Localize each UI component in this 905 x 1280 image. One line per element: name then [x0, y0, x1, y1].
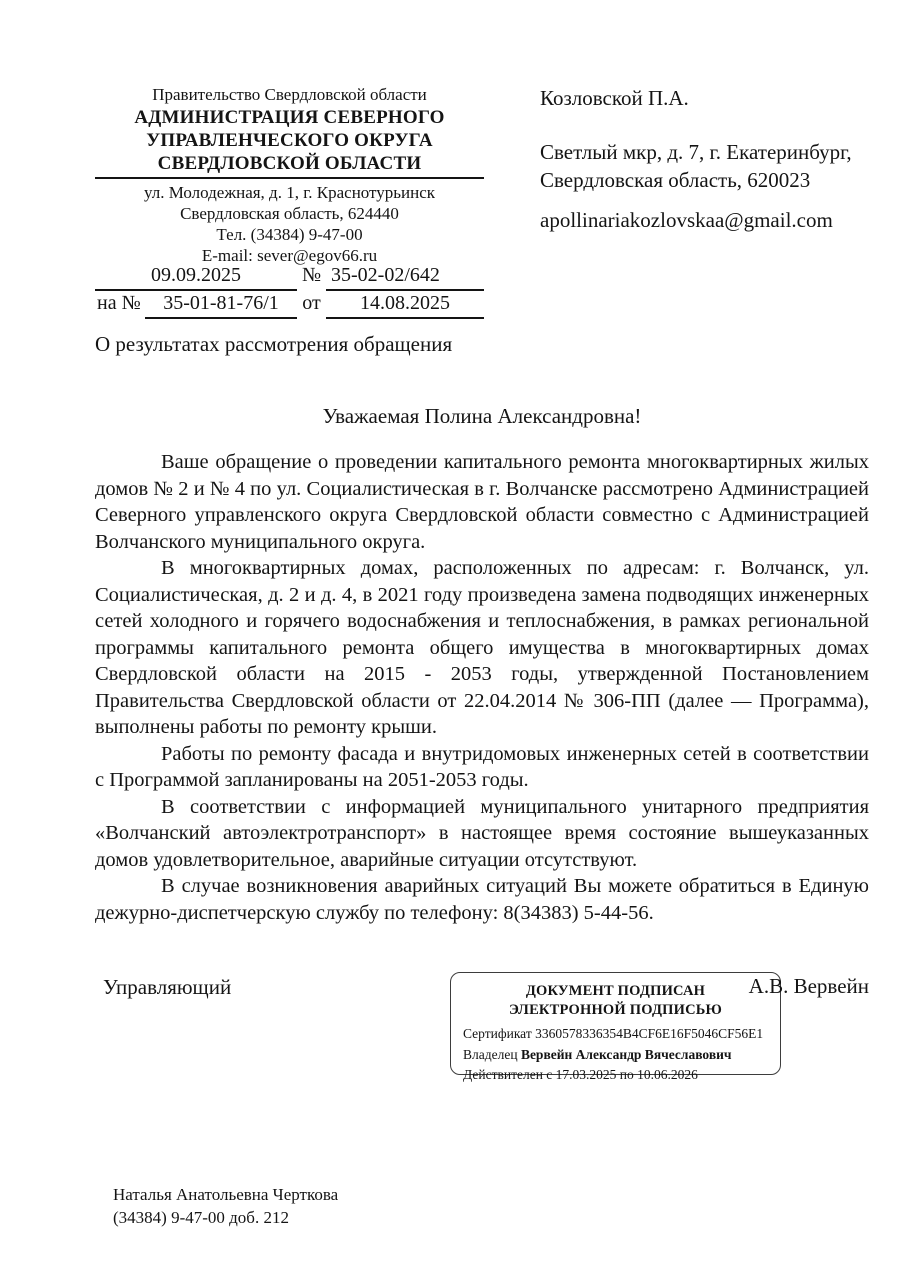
letterhead-email: E-mail: sever@egov66.ru [201, 246, 378, 265]
letterhead-address-line1: ул. Молодежная, д. 1, г. Краснотурьинск [143, 183, 436, 202]
letterhead-org-line1: АДМИНИСТРАЦИЯ СЕВЕРНОГО [134, 107, 445, 128]
subject-line: О результатах рассмотрения обращения [95, 332, 453, 356]
reply-date: 14.08.2025 [326, 291, 484, 319]
addressee-email: apollinariakozlovskaa@gmail.com [540, 208, 833, 232]
reference-grid [95, 263, 484, 319]
executor-block [113, 1183, 338, 1229]
reference-block [95, 263, 484, 319]
letterhead [95, 84, 484, 266]
body-paragraph-2: В многоквартирных домах, расположенных по адресам: г. Волчанск, ул. Социалистическая, д. 2 и д. 4, в 2021 году произведена замена подводящих инженерных сетей холодного и горячего водоснабжения и теплоснабжения, в рамках региональной программы капитального ремонта общего имущества в многоквартирных домах Свердловской области на 2015 - 2053 годы, утвержденной Постановлением Правительства Свердловской области от 22.04.2014 № 306-ПП (далее — Программа), выполнены работы по ремонту крыши. [95, 557, 869, 738]
reply-to-label: на № [97, 292, 141, 314]
electronic-signature-stamp [450, 972, 781, 1082]
stamp-validity-line: Действителен с 17.03.2025 по 10.06.2026 [463, 1067, 698, 1082]
letterhead-address-line2: Свердловская область, 624440 [180, 204, 399, 223]
stamp-owner-line [463, 1045, 772, 1066]
stamp-owner-name: Вервейн Александр Вячеславович [520, 1046, 732, 1062]
stamp-certificate-label: Сертификат [463, 1026, 532, 1041]
outgoing-number: 35-02-02/642 [326, 263, 484, 291]
addressee-address-line1: Светлый мкр, д. 7, г. Екатеринбург, [540, 140, 852, 164]
addressee-block [540, 84, 880, 234]
executor-phone: (34384) 9-47-00 доб. 212 [113, 1208, 289, 1227]
letterhead-divider [95, 177, 484, 179]
salutation: Уважаемая Полина Александровна! [322, 404, 642, 428]
addressee-name: Козловской П.А. [540, 86, 689, 110]
body-paragraph-3: Работы по ремонту фасада и внутридомовых инженерных сетей в соответствии с Программой запланированы на 2051-2053 годы. [95, 742, 869, 791]
signer-name: А.В. Вервейн [748, 974, 869, 998]
letterhead-contact-block [95, 182, 484, 266]
letter-body [95, 449, 869, 926]
stamp-title-line2: ЭЛЕКТРОННОЙ ПОДПИСЬЮ [508, 1001, 723, 1018]
stamp-certificate-line [463, 1024, 772, 1045]
body-paragraph-1: Ваше обращение о проведении капитального ремонта многоквартирных жилых домов № 2 и № 4 по ул. Социалистическая в г. Волчанске рассмотрено Администрацией Северного управленского округа Свердловской области совместно с Администрацией Волчанского муниципального округа. [95, 451, 869, 553]
letterhead-org-line3: СВЕРДЛОВСКОЙ ОБЛАСТИ [157, 153, 422, 174]
stamp-title-line1: ДОКУМЕНТ ПОДПИСАН [525, 983, 706, 999]
body-paragraph-4: В соответствии с информацией муниципального унитарного предприятия «Волчанский автоэлектротранспорт» в настоящее время состояние вышеуказанных домов удовлетворительное, аварийные ситуации отсутствуют. [95, 795, 869, 871]
stamp-owner-label: Владелец [463, 1046, 518, 1062]
executor-name: Наталья Анатольевна Черткова [113, 1185, 339, 1204]
reply-from-label: от [302, 292, 321, 314]
outgoing-number-label: № [301, 264, 322, 286]
stamp-details [463, 1024, 772, 1086]
signer-position: Управляющий [103, 975, 232, 999]
stamp-title [451, 982, 780, 1019]
signature-area [95, 965, 869, 1095]
outgoing-date: 09.09.2025 [95, 263, 297, 291]
letterhead-org-name [95, 106, 484, 175]
stamp-certificate-value: 3360578336354B4CF6E16F5046CF56E1 [535, 1026, 764, 1041]
letterhead-phone: Тел. (34384) 9-47-00 [216, 225, 363, 244]
letterhead-org-line2: УПРАВЛЕНЧЕСКОГО ОКРУГА [146, 130, 433, 151]
addressee-address-line2: Свердловская область, 620023 [540, 168, 811, 192]
reply-to-number: 35-01-81-76/1 [145, 291, 297, 319]
letterhead-government-line: Правительство Свердловской области [152, 85, 427, 104]
body-paragraph-5: В случае возникновения аварийных ситуаций Вы можете обратиться в Единую дежурно-диспетчерскую службу по телефону: 8(34383) 5-44-56. [95, 875, 869, 924]
